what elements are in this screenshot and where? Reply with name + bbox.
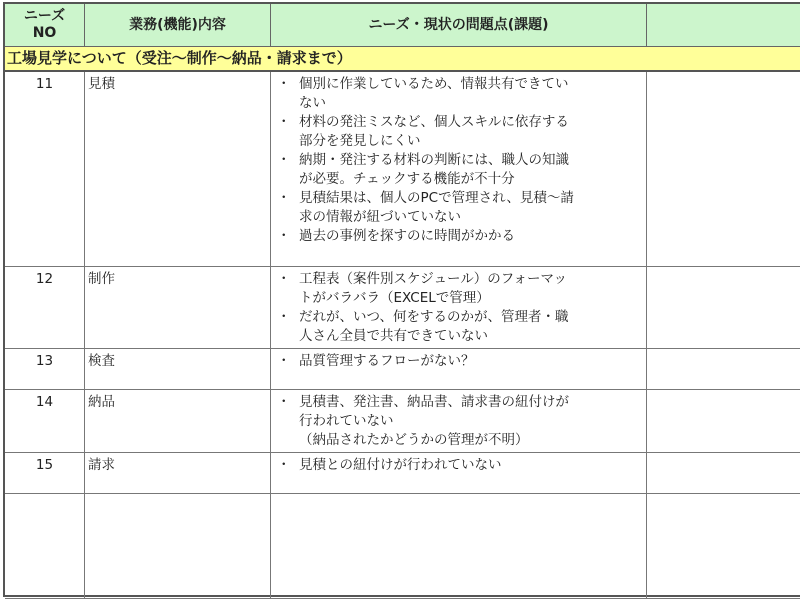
issue-item <box>277 75 646 113</box>
issues-cell <box>271 494 647 598</box>
issue-line: トがバラバラ（EXCELで管理） <box>299 290 490 306</box>
issue-line: 部分を発見しにくい <box>299 133 421 149</box>
issue-item <box>277 151 646 189</box>
task-name: 制作 <box>85 267 271 348</box>
extra-cell <box>647 390 800 452</box>
issue-line: 納期・発注する材料の判断には、職人の知識 <box>299 152 569 168</box>
extra-cell <box>647 72 800 266</box>
issue-line: 人さん全員で共有できていない <box>299 328 488 344</box>
issue-line: 品質管理するフローがない？ <box>299 353 475 369</box>
extra-cell <box>647 453 800 493</box>
table-row <box>5 267 800 349</box>
issues-cell <box>271 390 647 452</box>
issues-cell <box>271 267 647 348</box>
issue-line: 見積との紐付けが行われていない <box>299 457 502 473</box>
issue-item <box>277 270 646 308</box>
task-name: 見積 <box>85 72 271 266</box>
issue-line: 見積結果は、個人のPCで管理され、見積～請 <box>299 190 574 206</box>
issue-line: 個別に作業しているため、情報共有できてい <box>299 76 569 92</box>
issue-item <box>277 189 646 227</box>
table-row <box>5 494 800 599</box>
needs-table <box>3 2 800 597</box>
issue-item <box>277 393 646 450</box>
issue-line: 過去の事例を探すのに時間がかかる <box>299 228 515 244</box>
bullet-mark: ・ <box>277 309 291 325</box>
issue-line: が必要。チェックする機能が不十分 <box>299 171 515 187</box>
table-row <box>5 390 800 453</box>
issue-line: 材料の発注ミスなど、個人スキルに依存する <box>299 114 569 130</box>
header-no-line1: ニーズ <box>23 8 66 24</box>
needs-no <box>5 494 85 598</box>
table-row <box>5 349 800 390</box>
issue-item <box>277 352 646 371</box>
needs-no: 12 <box>5 267 85 348</box>
task-name: 請求 <box>85 453 271 493</box>
header-no-line2: NO <box>32 25 57 41</box>
issue-item <box>277 113 646 151</box>
issues-cell <box>271 72 647 266</box>
issue-item <box>277 308 646 346</box>
issues-cell <box>271 453 647 493</box>
task-name: 検査 <box>85 349 271 389</box>
bullet-mark: ・ <box>277 394 291 410</box>
bullet-mark: ・ <box>277 76 291 92</box>
table-row <box>5 72 800 267</box>
header-issues: ニーズ・現状の問題点(課題) <box>271 4 647 47</box>
issue-line: 工程表（案件別スケジュール）のフォーマッ <box>299 271 567 287</box>
bullet-mark: ・ <box>277 228 291 244</box>
section-title: 工場見学について（受注～制作～納品・請求まで） <box>5 47 800 72</box>
task-name: 納品 <box>85 390 271 452</box>
bullet-mark: ・ <box>277 114 291 130</box>
extra-cell <box>647 494 800 598</box>
bullet-mark: ・ <box>277 457 291 473</box>
header-needs-no <box>5 4 85 47</box>
issue-line: 求の情報が紐づいていない <box>299 209 461 225</box>
extra-cell <box>647 267 800 348</box>
bullet-mark: ・ <box>277 353 291 369</box>
issue-item <box>277 227 646 246</box>
needs-no: 15 <box>5 453 85 493</box>
bullet-mark: ・ <box>277 152 291 168</box>
needs-no: 11 <box>5 72 85 266</box>
issue-item <box>277 456 646 475</box>
table-row <box>5 453 800 494</box>
bullet-mark: ・ <box>277 271 291 287</box>
header-extra <box>647 4 800 47</box>
header-task: 業務(機能)内容 <box>85 4 271 47</box>
issue-line: （納品されたかどうかの管理が不明） <box>299 432 529 448</box>
issue-line: ない <box>299 95 326 111</box>
needs-no: 13 <box>5 349 85 389</box>
task-name <box>85 494 271 598</box>
issues-cell <box>271 349 647 389</box>
needs-no: 14 <box>5 390 85 452</box>
issue-line: 行われていない <box>299 413 394 429</box>
issue-line: 見積書、発注書、納品書、請求書の紐付けが <box>299 394 569 410</box>
extra-cell <box>647 349 800 389</box>
issue-line: だれが、いつ、何をするのかが、管理者・職 <box>299 309 569 325</box>
bullet-mark: ・ <box>277 190 291 206</box>
